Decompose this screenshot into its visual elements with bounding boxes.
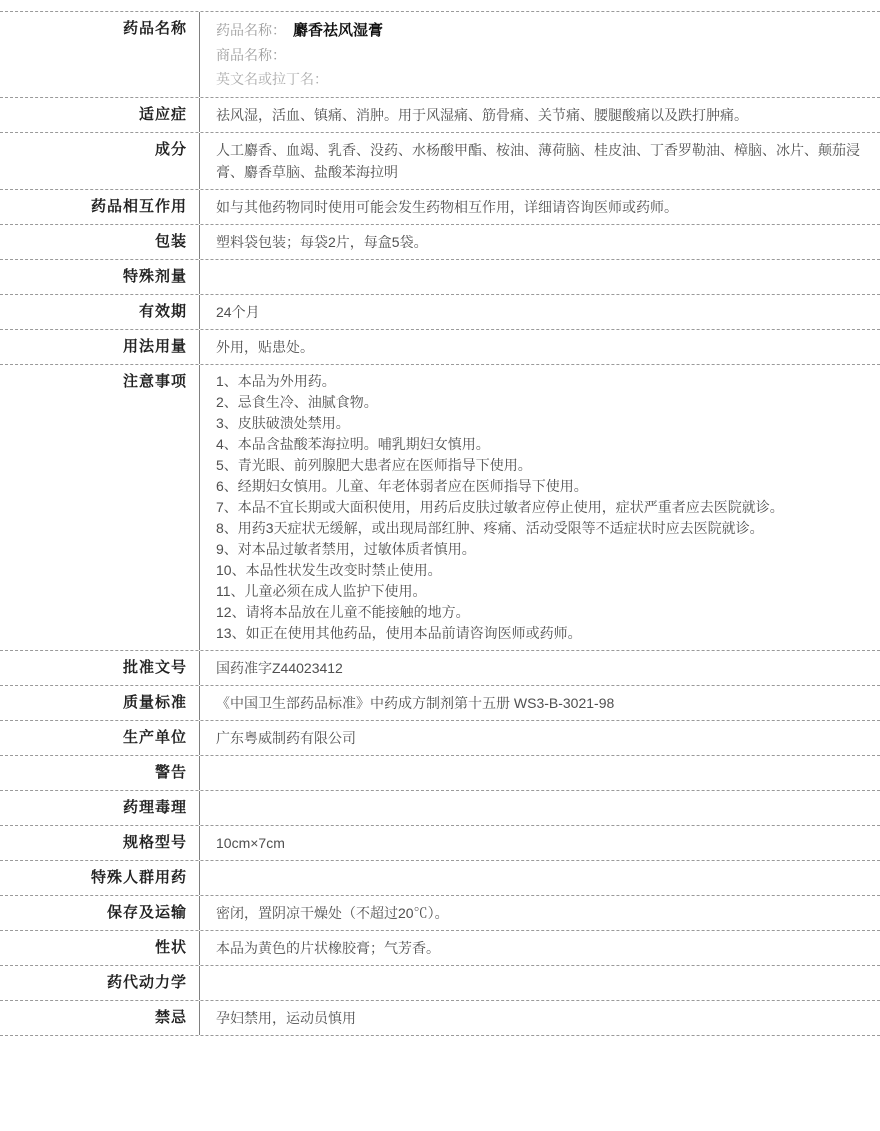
row-indications — [0, 98, 880, 133]
row-manufacturer-value: 广东粤威制药有限公司 — [216, 730, 356, 746]
drug-info-table — [0, 11, 880, 1036]
row-special-dosage — [0, 260, 880, 295]
precaution-item: 11、儿童必须在成人监护下使用。 — [216, 583, 427, 599]
row-shelf-life-value: 24个月 — [216, 304, 260, 320]
row-contraindications-value: 孕妇禁用，运动员慎用 — [216, 1010, 356, 1026]
row-precautions-value — [200, 365, 880, 650]
english-name-prefix: 英文名或拉丁名： — [216, 71, 328, 87]
row-ingredients — [0, 133, 880, 190]
row-contraindications — [0, 1001, 880, 1036]
row-usage-dosage-value: 外用，贴患处。 — [216, 339, 314, 355]
precaution-item: 3、皮肤破溃处禁用。 — [216, 415, 350, 431]
row-indications-value: 祛风湿，活血、镇痛、消肿。用于风湿痛、筋骨痛、关节痛、腰腿酸痛以及跌打肿痛。 — [216, 107, 748, 123]
row-shelf-life — [0, 295, 880, 330]
row-quality-standard-label: 质量标准 — [0, 686, 200, 720]
row-pharmacology-toxicology-label: 药理毒理 — [0, 791, 200, 825]
row-indications-label: 适应症 — [0, 98, 200, 132]
row-pharmacology-toxicology-value — [200, 791, 880, 825]
row-storage-transport-value: 密闭，置阴凉干燥处（不超过20℃）。 — [216, 905, 449, 921]
precaution-item: 10、本品性状发生改变时禁止使用。 — [216, 562, 442, 578]
row-specification — [0, 826, 880, 861]
row-precautions-label: 注意事项 — [0, 365, 200, 650]
row-description-value: 本品为黄色的片状橡胶膏；气芳香。 — [216, 940, 440, 956]
row-approval-number — [0, 651, 880, 686]
generic-name: 麝香祛风湿膏 — [293, 22, 384, 39]
row-packaging-value: 塑料袋包装；每袋2片，每盒5袋。 — [216, 234, 428, 250]
row-special-populations-label: 特殊人群用药 — [0, 861, 200, 895]
row-drug-name — [0, 12, 880, 98]
row-packaging-label: 包装 — [0, 225, 200, 259]
row-drug-interactions-value: 如与其他药物同时使用可能会发生药物相互作用，详细请咨询医师或药师。 — [216, 199, 678, 215]
row-ingredients-label: 成分 — [0, 133, 200, 189]
row-contraindications-label: 禁忌 — [0, 1001, 200, 1035]
row-drug-name-label: 药品名称 — [0, 12, 200, 97]
precaution-item: 4、本品含盐酸苯海拉明。哺乳期妇女慎用。 — [216, 436, 490, 452]
row-description-label: 性状 — [0, 931, 200, 965]
row-drug-name-value — [200, 12, 880, 97]
precaution-item: 5、青光眼、前列腺肥大患者应在医师指导下使用。 — [216, 457, 532, 473]
precaution-item: 9、对本品过敏者禁用，过敏体质者慎用。 — [216, 541, 476, 557]
trade-name-prefix: 商品名称： — [216, 47, 286, 63]
row-quality-standard-value: 《中国卫生部药品标准》中药成方制剂第十五册 WS3-B-3021-98 — [216, 695, 615, 711]
row-drug-interactions-label: 药品相互作用 — [0, 190, 200, 224]
row-precautions — [0, 365, 880, 651]
row-ingredients-value: 人工麝香、血竭、乳香、没药、水杨酸甲酯、桉油、薄荷脑、桂皮油、丁香罗勒油、樟脑、冰片、颠茄浸膏、麝香草脑、盐酸苯海拉明 — [216, 142, 860, 180]
row-storage-transport-label: 保存及运输 — [0, 896, 200, 930]
precaution-item: 12、请将本品放在儿童不能接触的地方。 — [216, 604, 470, 620]
row-drug-interactions — [0, 190, 880, 225]
row-pharmacology-toxicology — [0, 791, 880, 826]
generic-name-line — [216, 18, 866, 43]
row-warnings-label: 警告 — [0, 756, 200, 790]
row-warnings — [0, 756, 880, 791]
row-shelf-life-label: 有效期 — [0, 295, 200, 329]
row-manufacturer — [0, 721, 880, 756]
row-quality-standard — [0, 686, 880, 721]
generic-name-prefix: 药品名称： — [216, 22, 286, 38]
row-pharmacokinetics — [0, 966, 880, 1001]
row-usage-dosage — [0, 330, 880, 365]
precaution-item: 1、本品为外用药。 — [216, 373, 336, 389]
row-approval-number-label: 批准文号 — [0, 651, 200, 685]
row-storage-transport — [0, 896, 880, 931]
row-pharmacokinetics-label: 药代动力学 — [0, 966, 200, 1000]
row-specification-value: 10cm×7cm — [216, 835, 285, 851]
row-pharmacokinetics-value — [200, 966, 880, 1000]
row-special-populations-value — [200, 861, 880, 895]
row-special-populations — [0, 861, 880, 896]
row-manufacturer-label: 生产单位 — [0, 721, 200, 755]
row-approval-number-value: 国药准字Z44023412 — [216, 660, 343, 676]
row-usage-dosage-label: 用法用量 — [0, 330, 200, 364]
precaution-item: 8、用药3天症状无缓解，或出现局部红肿、疼痛、活动受限等不适症状时应去医院就诊。 — [216, 520, 764, 536]
row-packaging — [0, 225, 880, 260]
precaution-item: 6、经期妇女慎用。儿童、年老体弱者应在医师指导下使用。 — [216, 478, 588, 494]
row-special-dosage-label: 特殊剂量 — [0, 260, 200, 294]
row-special-dosage-value — [200, 260, 880, 294]
row-warnings-value — [200, 756, 880, 790]
precaution-item: 13、如正在使用其他药品，使用本品前请咨询医师或药师。 — [216, 625, 582, 641]
precaution-item: 2、忌食生冷、油腻食物。 — [216, 394, 378, 410]
row-description — [0, 931, 880, 966]
row-specification-label: 规格型号 — [0, 826, 200, 860]
precaution-item: 7、本品不宜长期或大面积使用，用药后皮肤过敏者应停止使用，症状严重者应去医院就诊。 — [216, 499, 784, 515]
